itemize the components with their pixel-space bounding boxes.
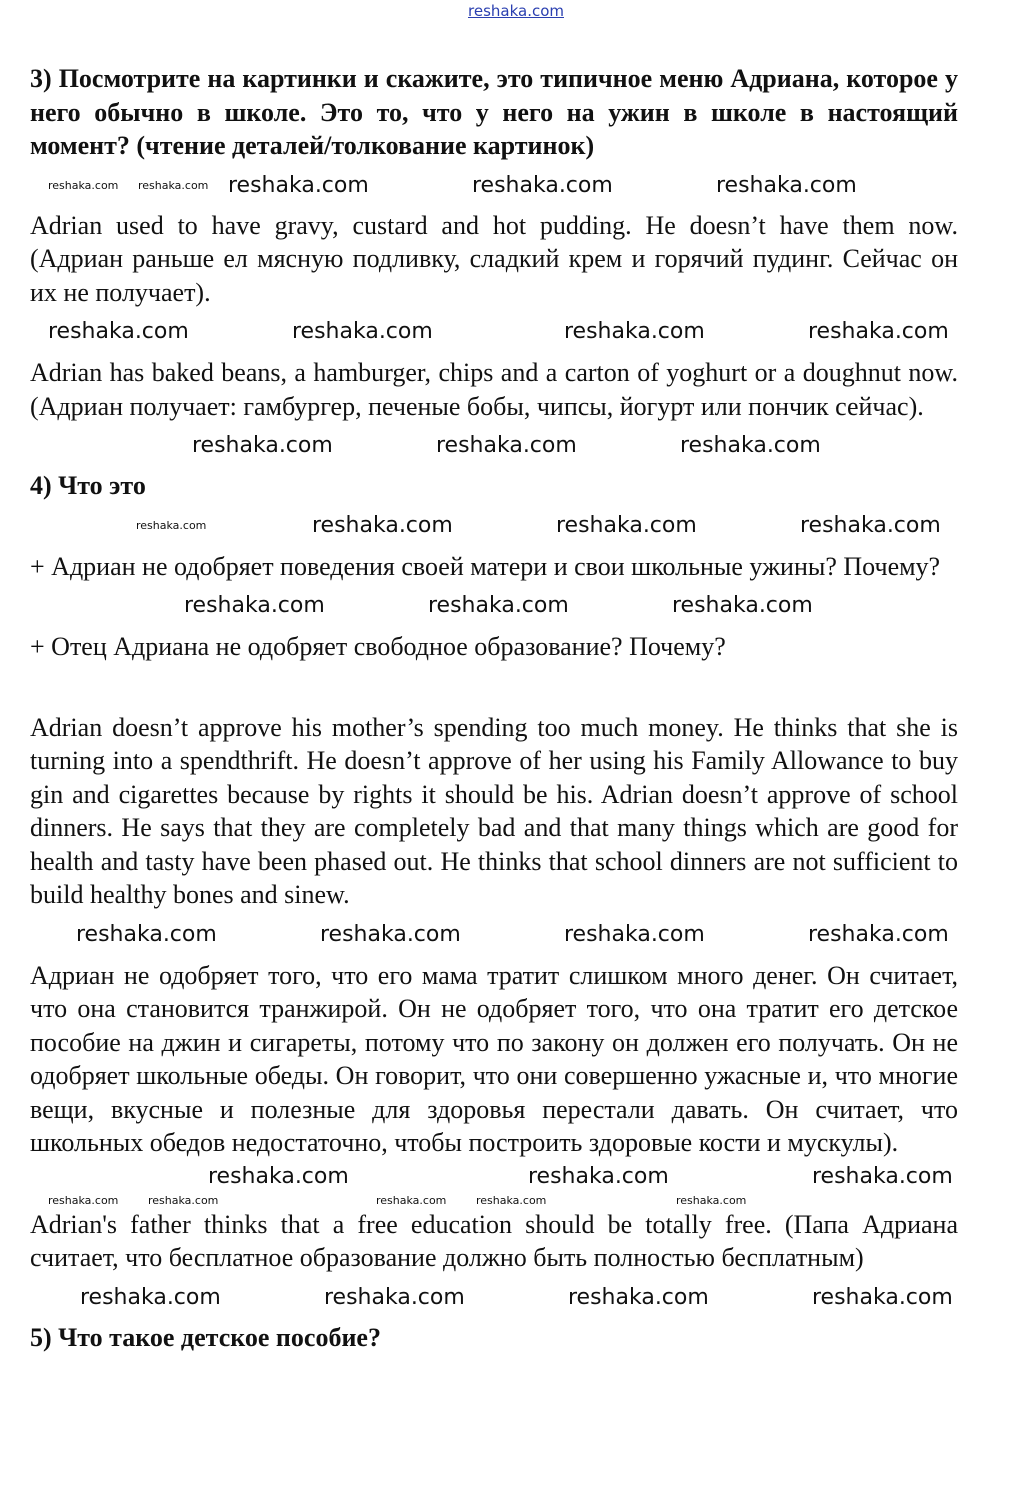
watermark-row xyxy=(30,583,958,630)
watermark: reshaka.com xyxy=(680,433,821,458)
watermark-row xyxy=(30,1275,958,1321)
watermark: reshaka.com xyxy=(138,178,209,192)
watermark: reshaka.com xyxy=(48,178,119,192)
watermark: reshaka.com xyxy=(472,172,613,198)
watermark-link[interactable]: reshaka.com xyxy=(468,2,564,20)
watermark: reshaka.com xyxy=(228,172,369,198)
watermark: reshaka.com xyxy=(312,512,453,538)
watermark: reshaka.com xyxy=(48,319,189,344)
watermark: reshaka.com xyxy=(376,1193,447,1207)
watermark: reshaka.com xyxy=(800,512,941,538)
watermark: reshaka.com xyxy=(320,921,461,947)
question-3-heading: 3) Посмотрите на картинки и скажите, это типичное меню Адриана, которое у него обычно в школе. Это то, что у него на ужин в школе в настоящий момент? (чтение деталей/толкование картинок) xyxy=(30,64,958,160)
watermark-row xyxy=(30,309,958,356)
watermark: reshaka.com xyxy=(428,593,569,618)
answer-3-paragraph-2: Adrian has baked beans, a hamburger, chips and a carton of yoghurt or a doughnut now. (Адриан получает: гамбургер, печеные бобы, чипсы, йогурт или пончик сейчас). xyxy=(30,358,958,421)
watermark: reshaka.com xyxy=(568,1284,709,1310)
watermark: reshaka.com xyxy=(80,1284,221,1310)
watermark-row xyxy=(30,423,958,469)
watermark: reshaka.com xyxy=(136,518,207,532)
watermark: reshaka.com xyxy=(672,593,813,618)
question-4-item-2: + Отец Адриана не одобряет свободное образование? Почему? xyxy=(30,632,726,661)
watermark: reshaka.com xyxy=(324,1284,465,1310)
watermark: reshaka.com xyxy=(48,1193,119,1207)
answer-4-paragraph-english: Adrian doesn’t approve his mother’s spending too much money. He thinks that she is turning into a spendthrift. He doesn’t approve of her using his Family Allowance to buy gin and cigarettes because by rights it should be his. Adrian doesn’t approve of school dinners. He says that they are completely bad and that many things which are good for health and tasty have been phased out. He thinks that school dinners are not sufficient to build healthy bones and sinew. xyxy=(30,712,958,909)
answer-4-paragraph-father: Adrian's father thinks that a free education should be totally free. (Папа Адриана считает, что бесплатное образование должно быть полностью бесплатным) xyxy=(30,1209,958,1272)
watermark: reshaka.com xyxy=(556,512,697,538)
watermark: reshaka.com xyxy=(812,1284,953,1310)
watermark-row xyxy=(30,664,958,711)
answer-3-paragraph-1: Adrian used to have gravy, custard and hot pudding. He doesn’t have them now. (Адриан раньше ел мясную подливку, сладкий крем и горячий пудинг. Сейчас он их не получает). xyxy=(30,210,958,307)
watermark: reshaka.com xyxy=(208,1163,349,1189)
watermark: reshaka.com xyxy=(808,319,949,344)
watermark-row xyxy=(30,0,958,62)
watermark: reshaka.com xyxy=(76,921,217,947)
answer-4-paragraph-russian: Адриан не одобряет того, что его мама тратит слишком много денег. Он считает, что она становится транжирой. Он не одобряет того, что она тратит его детское пособие на джин и сигареты, потому что по закону он должен его получать. Он не одобряет школьные обеды. Он говорит, что они совершенно ужасные и, что многие вещи, вкусные и полезные для здоровья перестали давать. Он считает, что школьных обедов недостаточно, чтобы построить здоровые кости и мускулы). xyxy=(30,960,958,1157)
watermark: reshaka.com xyxy=(192,433,333,458)
watermark-row xyxy=(30,163,958,209)
watermark: reshaka.com xyxy=(564,921,705,947)
question-4-heading: 4) Что это xyxy=(30,471,146,500)
watermark: reshaka.com xyxy=(436,433,577,458)
watermark-row xyxy=(30,503,958,550)
watermark: reshaka.com xyxy=(808,921,949,947)
watermark: reshaka.com xyxy=(676,1193,747,1207)
watermark: reshaka.com xyxy=(528,1163,669,1189)
watermark: reshaka.com xyxy=(148,1193,219,1207)
question-4-item-1: + Адриан не одобряет поведения своей матери и свои школьные ужины? Почему? xyxy=(30,551,941,581)
watermark: reshaka.com xyxy=(292,319,433,344)
watermark-row xyxy=(30,912,958,959)
watermark: reshaka.com xyxy=(716,172,857,198)
question-5-heading: 5) Что такое детское пособие? xyxy=(30,1322,381,1352)
watermark: reshaka.com xyxy=(812,1163,953,1189)
watermark: reshaka.com xyxy=(476,1193,547,1207)
watermark: reshaka.com xyxy=(184,593,325,618)
watermark-row xyxy=(30,1160,958,1208)
watermark: reshaka.com xyxy=(564,319,705,344)
